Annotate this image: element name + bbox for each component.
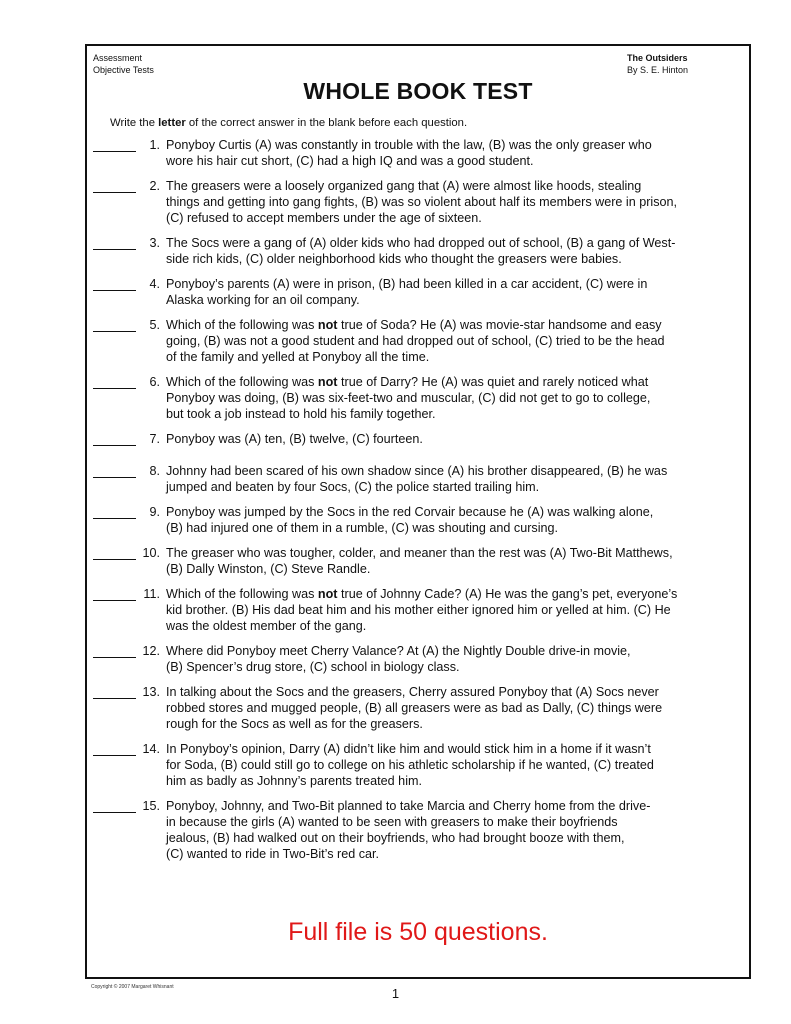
- question-text: [160, 798, 745, 862]
- answer-blank[interactable]: [93, 137, 136, 152]
- answer-blank[interactable]: [93, 317, 136, 332]
- question-line: jumped and beaten by four Socs, (C) the police started trailing him.: [166, 480, 540, 494]
- instructions-bold: letter: [158, 117, 186, 129]
- answer-blank[interactable]: [93, 276, 136, 291]
- question-text: [160, 684, 745, 732]
- copyright-notice: Copyright © 2007 Margaret Whisnant: [91, 984, 174, 990]
- question-text: [160, 741, 745, 789]
- question-line: jealous, (B) had walked out on their boyfriends, who had brought booze with them,: [166, 831, 625, 845]
- question-line: Johnny had been scared of his own shadow since (A) his brother disappeared, (B) he was: [166, 464, 668, 478]
- question-text: [160, 137, 745, 169]
- emphasis-not: not: [317, 375, 338, 389]
- question-line: kid brother. (B) His dad beat him and his mother either ignored him or yelled at him. (C) He: [166, 603, 671, 617]
- answer-blank[interactable]: [93, 684, 136, 699]
- question-line: side rich kids, (C) older neighborhood kids who thought the greasers were babies.: [166, 252, 622, 266]
- header-right: [627, 52, 688, 76]
- question-number: 10.: [142, 546, 160, 560]
- answer-blank[interactable]: [93, 798, 136, 813]
- question-number: 8.: [149, 464, 160, 478]
- header-author: By S. E. Hinton: [627, 65, 689, 75]
- question-line: The greaser who was tougher, colder, and meaner than the rest was (A) Two-Bit Matthews,: [166, 546, 673, 560]
- question-item: [93, 798, 745, 862]
- question-line: Ponyboy was (A) ten, (B) twelve, (C) fourteen.: [166, 432, 423, 446]
- question-line: for Soda, (B) could still go to college on his athletic scholarship if he wanted, (C) treated: [166, 758, 654, 772]
- question-line-end: true of Johnny Cade? (A) He was the gang’s pet, everyone’s: [337, 587, 678, 601]
- question-line: robbed stores and mugged people, (B) all greasers were as bad as Dally, (C) things were: [166, 701, 663, 715]
- question-line-start: Which of the following was: [166, 318, 318, 332]
- question-item: [93, 374, 745, 422]
- answer-blank[interactable]: [93, 235, 136, 250]
- question-line-end: true of Soda? He (A) was movie-star handsome and easy: [337, 318, 662, 332]
- question-item: [93, 317, 745, 365]
- question-line: Ponyboy, Johnny, and Two-Bit planned to take Marcia and Cherry home from the drive-: [166, 799, 651, 813]
- question-line: rough for the Socs as well as for the greasers.: [166, 717, 423, 731]
- page-number: 1: [391, 986, 400, 1001]
- question-line: but took a job instead to hold his family together.: [166, 407, 436, 421]
- question-line-start: Which of the following was: [166, 587, 318, 601]
- emphasis-not: not: [317, 318, 338, 332]
- question-number: 7.: [149, 432, 160, 446]
- question-text: [160, 463, 745, 495]
- question-item: [93, 137, 745, 169]
- question-line: In talking about the Socs and the greasers, Cherry assured Ponyboy that (A) Socs never: [166, 685, 659, 699]
- question-text: [160, 235, 745, 267]
- header-objective-tests: Objective Tests: [93, 65, 154, 75]
- question-list: [93, 137, 745, 871]
- question-item: [93, 504, 745, 536]
- question-line: (B) had injured one of them in a rumble, (C) was shouting and cursing.: [166, 521, 559, 535]
- question-line-start: Which of the following was: [166, 375, 318, 389]
- question-text: [160, 374, 745, 422]
- question-number: 11.: [143, 587, 160, 601]
- answer-blank[interactable]: [93, 374, 136, 389]
- question-line: [166, 374, 741, 390]
- instructions-pre: Write the: [110, 117, 159, 129]
- question-text: [160, 643, 745, 675]
- header-left: [93, 52, 154, 76]
- question-line: [166, 317, 741, 333]
- question-item: [93, 586, 745, 634]
- promo-notice: Full file is 50 questions.: [288, 918, 548, 946]
- question-text: [160, 545, 745, 577]
- question-line: The greasers were a loosely organized gang that (A) were almost like hoods, stealing: [166, 179, 642, 193]
- instructions: [110, 117, 467, 129]
- question-line: going, (B) was not a good student and had dropped out of school, (C) tried to be the head: [166, 334, 665, 348]
- question-item: [93, 643, 745, 675]
- question-text: [160, 276, 745, 308]
- header-book-title: The Outsiders: [627, 53, 688, 63]
- question-line: Ponyboy’s parents (A) were in prison, (B) had been killed in a car accident, (C) were in: [166, 277, 648, 291]
- question-text: [160, 586, 745, 634]
- question-number: 15.: [142, 799, 160, 813]
- question-number: 9.: [149, 505, 160, 519]
- question-item: [93, 431, 745, 447]
- question-line: [166, 586, 741, 602]
- answer-blank[interactable]: [93, 504, 136, 519]
- question-item: [93, 741, 745, 789]
- question-number: 4.: [149, 277, 160, 291]
- answer-blank[interactable]: [93, 463, 136, 478]
- question-line-end: true of Darry? He (A) was quiet and rarely noticed what: [337, 375, 649, 389]
- question-item: [93, 276, 745, 308]
- question-text: [160, 504, 745, 536]
- question-item: [93, 235, 745, 267]
- question-line: Where did Ponyboy meet Cherry Valance? At (A) the Nightly Double drive-in movie,: [166, 644, 631, 658]
- answer-blank[interactable]: [93, 545, 136, 560]
- question-number: 1.: [149, 138, 160, 152]
- question-line: Ponyboy Curtis (A) was constantly in trouble with the law, (B) was the only greaser who: [166, 138, 652, 152]
- page-title: WHOLE BOOK TEST: [303, 78, 533, 104]
- question-item: [93, 178, 745, 226]
- question-line: was the oldest member of the gang.: [166, 619, 367, 633]
- question-line: of the family and yelled at Ponyboy all the time.: [166, 350, 430, 364]
- question-item: [93, 463, 745, 495]
- instructions-post: of the correct answer in the blank before each question.: [185, 117, 468, 129]
- question-number: 3.: [149, 236, 160, 250]
- question-text: [160, 431, 745, 447]
- question-number: 6.: [149, 375, 160, 389]
- question-line: (C) wanted to ride in Two-Bit’s red car.: [166, 847, 380, 861]
- header-assessment: Assessment: [93, 53, 143, 63]
- question-line: things and getting into gang fights, (B) was so violent about half its members were in prison,: [166, 195, 678, 209]
- question-text: [160, 317, 745, 365]
- question-line: The Socs were a gang of (A) older kids who had dropped out of school, (B) a gang of West-: [166, 236, 676, 250]
- answer-blank[interactable]: [93, 178, 136, 193]
- question-line: (C) refused to accept members under the age of sixteen.: [166, 211, 482, 225]
- question-number: 12.: [142, 644, 160, 658]
- question-line: (B) Spencer’s drug store, (C) school in biology class.: [166, 660, 460, 674]
- question-line: Ponyboy was doing, (B) was six-feet-two and muscular, (C) did not get to go to college,: [166, 391, 651, 405]
- question-item: [93, 545, 745, 577]
- answer-blank[interactable]: [93, 741, 136, 756]
- question-line: (B) Dally Winston, (C) Steve Randle.: [166, 562, 371, 576]
- question-number: 14.: [142, 742, 160, 756]
- question-number: 5.: [149, 318, 160, 332]
- question-number: 2.: [149, 179, 160, 193]
- page-frame: [85, 44, 751, 979]
- question-line: in because the girls (A) wanted to be seen with greasers to make their boyfriends: [166, 815, 618, 829]
- question-line: wore his hair cut short, (C) had a high IQ and was a good student.: [166, 154, 534, 168]
- answer-blank[interactable]: [93, 431, 136, 446]
- question-number: 13.: [142, 685, 160, 699]
- question-line: him as badly as Johnny’s parents treated him.: [166, 774, 422, 788]
- question-line: Alaska working for an oil company.: [166, 293, 360, 307]
- answer-blank[interactable]: [93, 586, 136, 601]
- answer-blank[interactable]: [93, 643, 136, 658]
- emphasis-not: not: [317, 587, 338, 601]
- question-item: [93, 684, 745, 732]
- question-line: In Ponyboy’s opinion, Darry (A) didn’t like him and would stick him in a home if it wasn’t: [166, 742, 651, 756]
- question-text: [160, 178, 745, 226]
- question-line: Ponyboy was jumped by the Socs in the red Corvair because he (A) was walking alone,: [166, 505, 654, 519]
